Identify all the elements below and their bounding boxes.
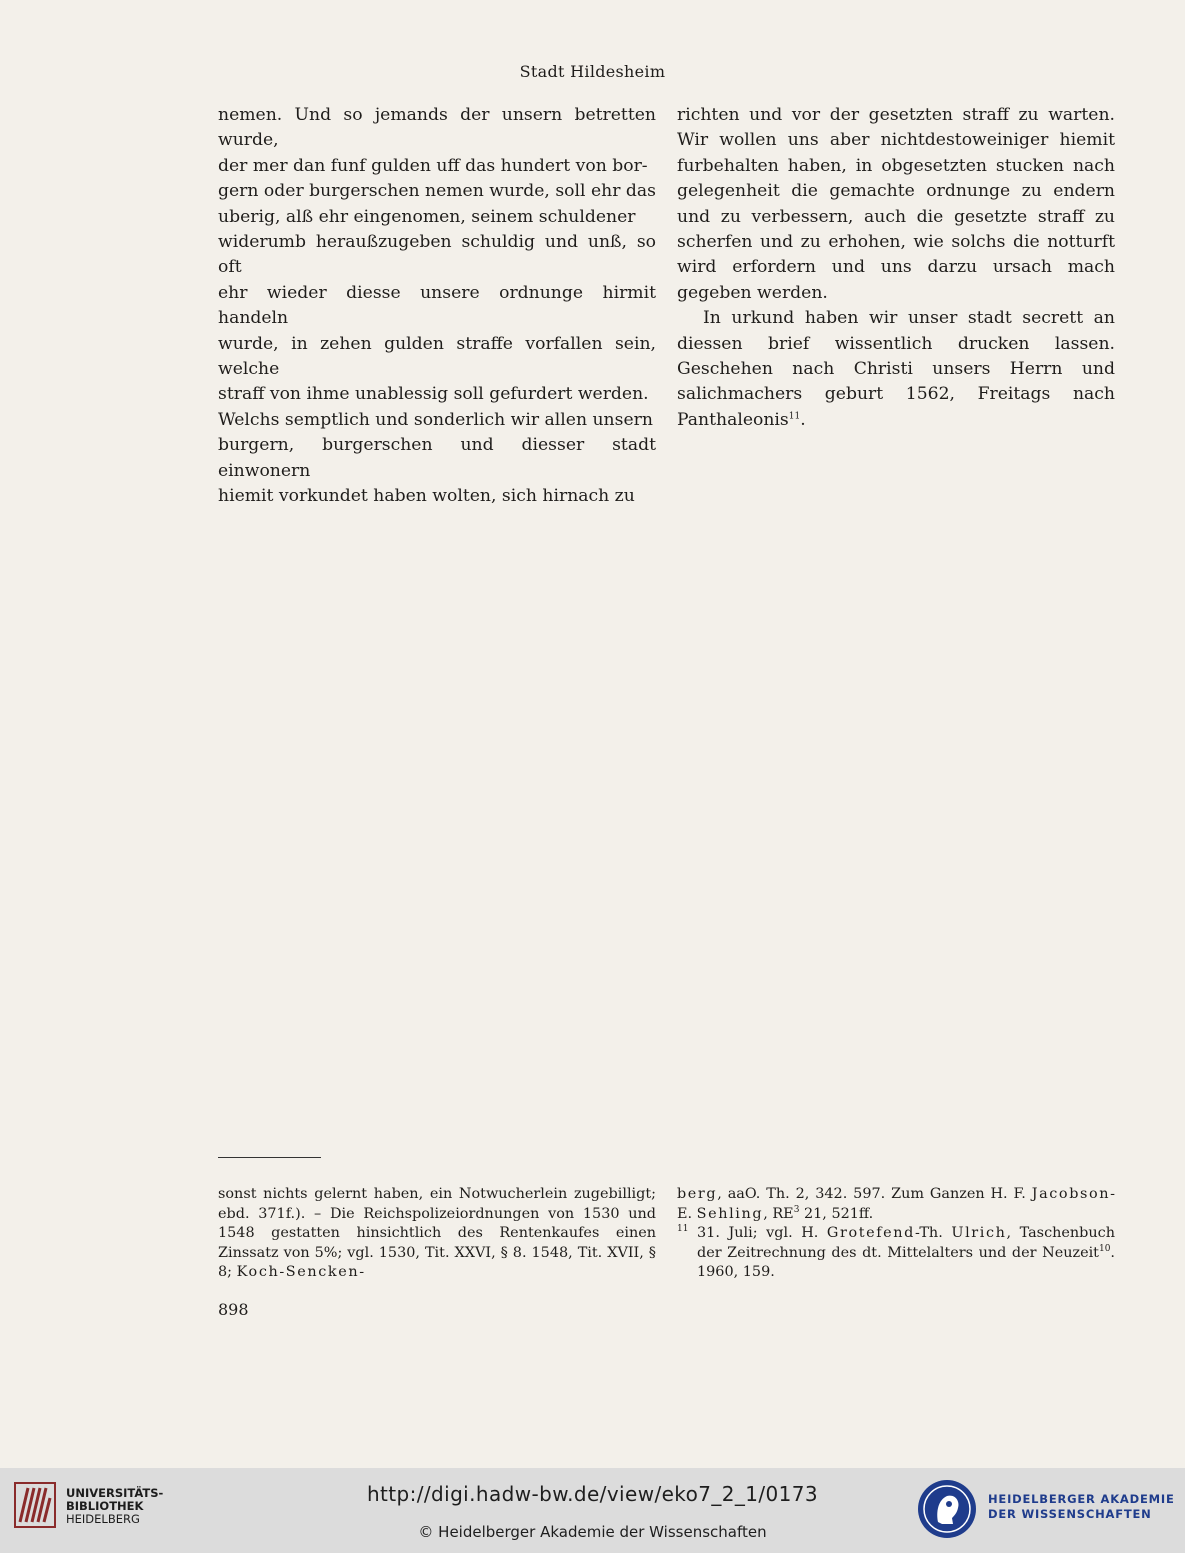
author-name: berg	[677, 1186, 718, 1202]
left-text-line: straff von ihme unablessig soll gefurdert werden.	[218, 384, 649, 405]
footnote-text: 21, 521ff.	[799, 1205, 874, 1222]
footnote-text: , Taschenbuch der Zeitrechnung des dt. Mittelalters und der Neuzeit	[697, 1225, 1115, 1261]
footnote-text: , RE	[763, 1205, 794, 1222]
left-text-line: ehr wieder diesse unsere ordnunge hirmit handeln	[218, 282, 656, 329]
author-name: Ulrich	[951, 1225, 1007, 1242]
footnote-text: . 1960, 159.	[697, 1244, 1115, 1281]
author-name: Koch-Sencken-	[236, 1264, 366, 1281]
left-text-line: uberig, alß ehr eingenomen, seinem schuldener	[218, 206, 636, 227]
left-text-line: gern oder burgerschen nemen wurde, soll ehr das	[218, 181, 656, 202]
left-text-column	[218, 103, 656, 510]
permalink-url[interactable]: http://digi.hadw-bw.de/view/eko7_2_1/0173	[366, 1482, 819, 1506]
page-number: 898	[218, 1300, 249, 1319]
footnote-text: sonst nichts gelernt haben, ein Notwucherlein zugebilligt; ebd. 371f.). – Die Reichspolizeiordnungen von 1530 und 1548 gestatten hinsichtlich des Rentenkaufes einen Zinssatz von 5%; vgl. 1530, Tit. XXVI, § 8. 1548, Tit. XVII, § 8;	[218, 1186, 656, 1281]
author-name: Grotefend	[826, 1225, 915, 1242]
left-text-line: hiemit vorkundet haben wolten, sich hirnach zu	[218, 486, 635, 507]
left-text-line: burgern, burgerschen und diesser stadt einwonern	[218, 435, 656, 481]
paragraph-ordinance-end: richten und vor der gesetzten straff zu warten. Wir wollen uns aber nichtdestoweiniger hiemit furbehalten haben, in obgesetzten stucken nach gelegenheit die gemachte ordnunge zu endern und zu verbessern, auch die gesetzte straff zu scherfen und zu erhohen, wie solchs die notturft wird erfordern und uns darzu ursach mach gegeben werden.	[677, 105, 1115, 303]
academy-name	[988, 1492, 1175, 1522]
footnote-text: , aaO. Th. 2, 342. 597. Zum Ganzen H. F.	[717, 1186, 1032, 1202]
footnote-text: -E.	[677, 1186, 1115, 1222]
left-text-line: widerumb heraußzugeben schuldig und unß, so oft	[218, 232, 656, 278]
left-text-line: nemen. Und so jemands der unsern betretten wurde,	[218, 105, 656, 151]
author-name: Sehling	[696, 1205, 764, 1222]
ub-name-line-2: BIBLIOTHEK	[66, 1499, 144, 1513]
right-text-column	[677, 103, 1115, 433]
edition-superscript: 3	[793, 1204, 800, 1215]
ub-name-line-1: UNIVERSITÄTS-	[66, 1486, 164, 1500]
footnote-text: -Th.	[914, 1225, 952, 1242]
left-text-line: Welchs semptlich und sonderlich wir allen unsern	[218, 409, 653, 430]
footnote-mark-11: 11	[677, 1224, 689, 1235]
footnotes-left-column	[218, 1185, 656, 1283]
left-text-line: wurde, in zehen gulden straffe vorfallen sein, welche	[218, 333, 656, 380]
academy-seal-icon	[916, 1478, 978, 1540]
academy-name-line-1: HEIDELBERGER AKADEMIE	[988, 1492, 1175, 1506]
footnote-continuation	[218, 1185, 656, 1283]
edition-superscript: 10	[1098, 1243, 1111, 1254]
ub-name-line-3: HEIDELBERG	[66, 1512, 140, 1526]
footer-bar	[0, 1468, 1185, 1553]
footnote-11	[677, 1224, 1115, 1283]
author-name: Jacobson	[1031, 1186, 1111, 1202]
paragraph-attestation	[677, 306, 1115, 433]
running-head: Stadt Hildesheim	[519, 62, 666, 81]
footnote-text: 31. Juli; vgl. H.	[688, 1225, 827, 1242]
footnotes-right-column	[677, 1185, 1115, 1283]
attestation-text: In urkund haben wir unser stadt secrett an diessen brief wissentlich drucken lassen. Geschehen nach Christi unsers Herrn und salichmachers geburt 1562, Freitags nach Panthaleonis	[677, 308, 1115, 430]
footnote-continuation	[677, 1185, 1115, 1224]
footnote-separator	[218, 1157, 321, 1158]
academy-name-line-2: DER WISSENSCHAFTEN	[988, 1507, 1152, 1521]
attestation-period: .	[800, 409, 806, 430]
left-text-line: der mer dan funf gulden uff das hundert von bor-	[218, 155, 648, 176]
note-reference-11[interactable]: 11	[788, 411, 801, 422]
copyright-notice: © Heidelberger Akademie der Wissenschaften	[418, 1523, 767, 1541]
